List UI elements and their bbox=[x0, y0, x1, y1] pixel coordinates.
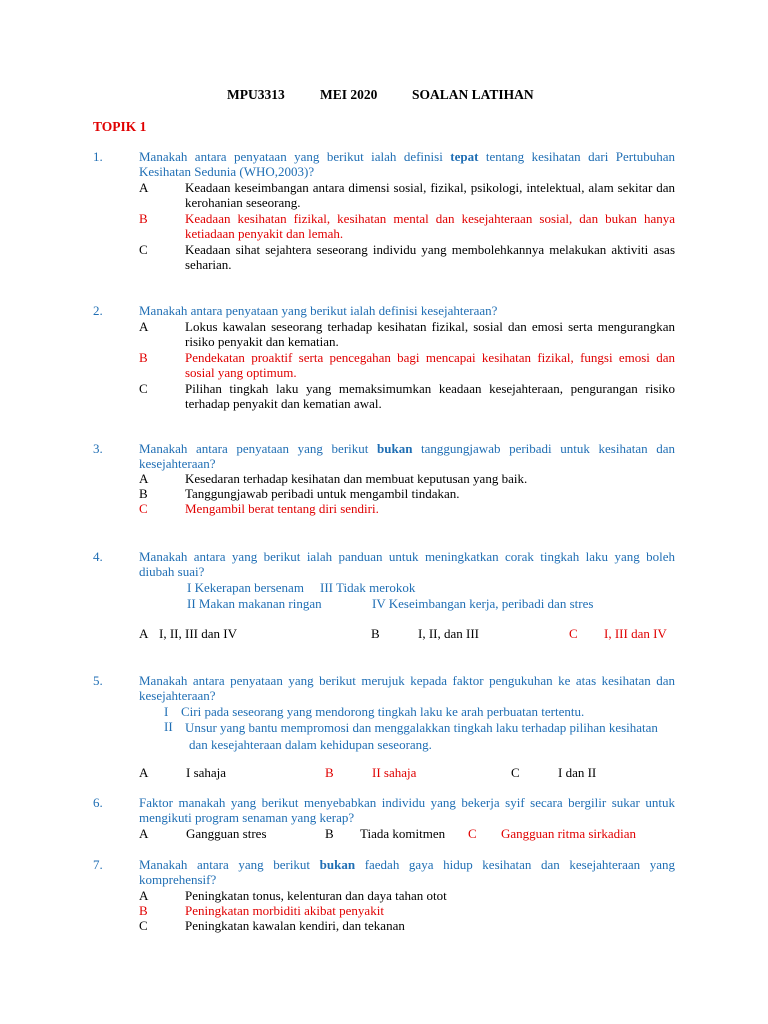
option-b: B Peningkatan morbiditi akibat penyakit bbox=[139, 903, 384, 918]
statement-ii: II Makan makanan ringan bbox=[187, 596, 322, 611]
question-1 bbox=[93, 149, 675, 272]
course-code: MPU3313 bbox=[227, 87, 285, 102]
option-b-text: II sahaja bbox=[372, 765, 417, 780]
question-number: 1. bbox=[93, 149, 103, 164]
option-a-letter: A bbox=[139, 765, 149, 780]
option-a-letter: A bbox=[139, 826, 149, 841]
question-number: 2. bbox=[93, 303, 103, 318]
question-text: Manakah antara penyataan yang berikut ialah definisi tepat tentang kesihatan dari Pertubuhan Kesihatan Sedunia (WHO,2003)? bbox=[139, 149, 675, 179]
question-text: Manakah antara penyataan yang berikut ialah definisi kesejahteraan? bbox=[139, 303, 498, 318]
document-title: SOALAN LATIHAN bbox=[412, 87, 534, 102]
option-b: B Keadaan kesihatan fizikal, kesihatan mental dan kesejahteraan sosial, dan bukan hanya ketiadaan penyakit dan lemah. bbox=[139, 211, 675, 241]
question-number: 6. bbox=[93, 795, 103, 810]
option-b: B Pendekatan proaktif serta pencegahan bagi mencapai kesihatan fizikal, fungsi emosi dan sosial yang optimum. bbox=[139, 350, 675, 380]
question-number: 5. bbox=[93, 673, 103, 688]
option-a: A Keadaan keseimbangan antara dimensi sosial, fizikal, psikologi, intelektual, alam sekitar dan kerohanian seseorang. bbox=[139, 180, 675, 210]
topic-heading: TOPIK 1 bbox=[93, 119, 147, 134]
question-4 bbox=[93, 549, 675, 579]
question-2 bbox=[93, 303, 675, 411]
statement-ii-roman: II bbox=[164, 719, 173, 734]
question-text: Manakah antara penyataan yang berikut merujuk kepada faktor pengukuhan ke atas kesihatan dan kesejahteraan? bbox=[139, 673, 675, 703]
option-c: C Pilihan tingkah laku yang memaksimumkan keadaan kesejahteraan, pengurangan risiko terhadap penyakit dan kematian awal. bbox=[139, 381, 675, 411]
question-5 bbox=[93, 673, 675, 703]
option-c: C Mengambil berat tentang diri sendiri. bbox=[139, 501, 379, 516]
question-6 bbox=[93, 795, 675, 825]
question-text: Manakah antara yang berikut bukan faedah gaya hidup kesihatan dan kesejahteraan yang komprehensif? bbox=[139, 857, 675, 887]
option-a-letter: A bbox=[139, 626, 149, 641]
question-number: 4. bbox=[93, 549, 103, 564]
question-number: 3. bbox=[93, 441, 103, 456]
question-text: Manakah antara penyataan yang berikut bukan tanggungjawab peribadi untuk kesihatan dan kesejahteraan? bbox=[139, 441, 675, 471]
question-7 bbox=[93, 857, 675, 933]
option-c-letter: C bbox=[569, 626, 578, 641]
option-b: B Tanggungjawab peribadi untuk mengambil tindakan. bbox=[139, 486, 460, 501]
question-text: Faktor manakah yang berikut menyebabkan individu yang bekerja syif secara bergilir sukar untuk mengikuti program senaman yang kerap? bbox=[139, 795, 675, 825]
option-c: C Keadaan sihat sejahtera seseorang individu yang membolehkannya melakukan aktiviti asas seharian. bbox=[139, 242, 675, 272]
option-b-letter: B bbox=[325, 826, 334, 841]
statement-i: Ciri pada seseorang yang mendorong tingkah laku ke arah perbuatan tertentu. bbox=[181, 704, 585, 719]
option-c-text: I dan II bbox=[558, 765, 597, 780]
option-a-text: Gangguan stres bbox=[186, 826, 267, 841]
statement-iv: IV Keseimbangan kerja, peribadi dan stres bbox=[372, 596, 594, 611]
option-c-text: Gangguan ritma sirkadian bbox=[501, 826, 637, 841]
question-3 bbox=[93, 441, 675, 516]
question-number: 7. bbox=[93, 857, 103, 872]
statement-i: I Kekerapan bersenam bbox=[187, 580, 304, 595]
option-b-letter: B bbox=[325, 765, 334, 780]
option-c-text: I, III dan IV bbox=[604, 626, 667, 641]
option-c: C Peningkatan kawalan kendiri, dan tekanan bbox=[139, 918, 405, 933]
option-a: A Kesedaran terhadap kesihatan dan membuat keputusan yang baik. bbox=[139, 471, 528, 486]
option-a-text: I, II, III dan IV bbox=[159, 626, 237, 641]
statement-i-roman: I bbox=[164, 704, 169, 719]
option-a: A Peningkatan tonus, kelenturan dan daya tahan otot bbox=[139, 888, 447, 903]
option-b-text: Tiada komitmen bbox=[360, 826, 446, 841]
exam-session: MEI 2020 bbox=[320, 87, 378, 102]
option-c-letter: C bbox=[468, 826, 477, 841]
option-a-text: I sahaja bbox=[186, 765, 227, 780]
option-b-letter: B bbox=[371, 626, 380, 641]
statement-iii: III Tidak merokok bbox=[320, 580, 416, 595]
option-b-text: I, II, dan III bbox=[418, 626, 479, 641]
statement-ii: Unsur yang bantu mempromosi dan menggalakkan tingkah laku terhadap pilihan kesihatan dan kesejahteraan dalam kehidupan seseorang. bbox=[185, 720, 658, 752]
option-a: A Lokus kawalan seseorang terhadap kesihatan fizikal, sosial dan emosi serta mengurangkan risiko penyakit dan kematian. bbox=[139, 319, 675, 349]
option-c-letter: C bbox=[511, 765, 520, 780]
question-text: Manakah antara yang berikut ialah panduan untuk meningkatkan corak tingkah laku yang boleh diubah suai? bbox=[139, 549, 675, 579]
